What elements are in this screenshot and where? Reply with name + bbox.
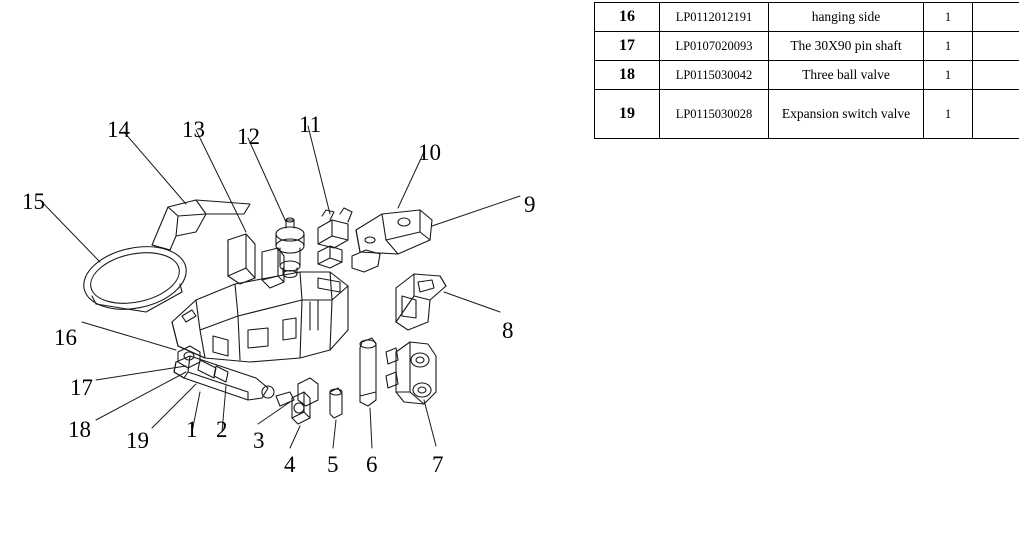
valve-block-part11: [318, 208, 352, 268]
part-qty-cell: 1: [924, 61, 973, 90]
part-name-cell: hanging side: [769, 3, 924, 32]
callout-6: 6: [366, 452, 378, 477]
part-qty-cell: 1: [924, 3, 973, 32]
part-qty-cell: 1: [924, 90, 973, 139]
callout-14: 14: [107, 117, 130, 142]
part-number-cell: 19: [595, 90, 660, 139]
table-row: [595, 90, 1019, 139]
callout-19: 19: [126, 428, 149, 453]
mount-bracket-part10: [352, 210, 432, 272]
parts-table: [594, 2, 1019, 139]
callout-16: 16: [54, 325, 77, 350]
table-row: [595, 61, 1019, 90]
part-code-cell: LP0107020093: [660, 32, 769, 61]
small-pin-part5: [330, 388, 342, 418]
table-row: [595, 32, 1019, 61]
table-row: [595, 3, 1019, 32]
callout-11: 11: [299, 112, 322, 137]
callout-3: 3: [253, 428, 265, 453]
callout-9: 9: [524, 192, 536, 217]
bracket-part3: [298, 378, 318, 406]
bent-plate-part14: [152, 200, 250, 250]
clamp-part4: [292, 392, 310, 424]
leader-lines: [40, 126, 520, 448]
angle-bracket-part8: [396, 274, 446, 330]
part-extra-cell: [973, 90, 1019, 139]
part-name-cell: The 30X90 pin shaft: [769, 32, 924, 61]
callout-18: 18: [68, 417, 91, 442]
callout-15: 15: [22, 189, 45, 214]
callout-17: 17: [70, 375, 93, 400]
part-extra-cell: [973, 3, 1019, 32]
callout-1: 1: [186, 417, 198, 442]
pin-shaft-part6: [360, 338, 376, 406]
parts-table-container: [594, 2, 999, 139]
callout-5: 5: [327, 452, 339, 477]
part-number-cell: 16: [595, 3, 660, 32]
callout-7: 7: [432, 452, 444, 477]
part-extra-cell: [973, 32, 1019, 61]
callout-13: 13: [182, 117, 205, 142]
pivot-assembly-part7: [386, 342, 436, 404]
callout-10: 10: [418, 140, 441, 165]
callout-4: 4: [284, 452, 296, 477]
part-code-cell: LP0115030042: [660, 61, 769, 90]
part-name-cell: Expansion switch valve: [769, 90, 924, 139]
callout-12: 12: [237, 124, 260, 149]
cylinder-rod-part1-2: [174, 346, 294, 406]
part-number-cell: 17: [595, 32, 660, 61]
oval-ring-part15: [78, 238, 192, 318]
part-number-cell: 18: [595, 61, 660, 90]
valve-cylinder-part12: [276, 218, 304, 278]
callout-8: 8: [502, 318, 514, 343]
part-code-cell: LP0112012191: [660, 3, 769, 32]
chassis-frame: [172, 272, 348, 362]
part-qty-cell: 1: [924, 32, 973, 61]
part-extra-cell: [973, 61, 1019, 90]
callout-2: 2: [216, 417, 228, 442]
part-name-cell: Three ball valve: [769, 61, 924, 90]
part-code-cell: LP0115030028: [660, 90, 769, 139]
